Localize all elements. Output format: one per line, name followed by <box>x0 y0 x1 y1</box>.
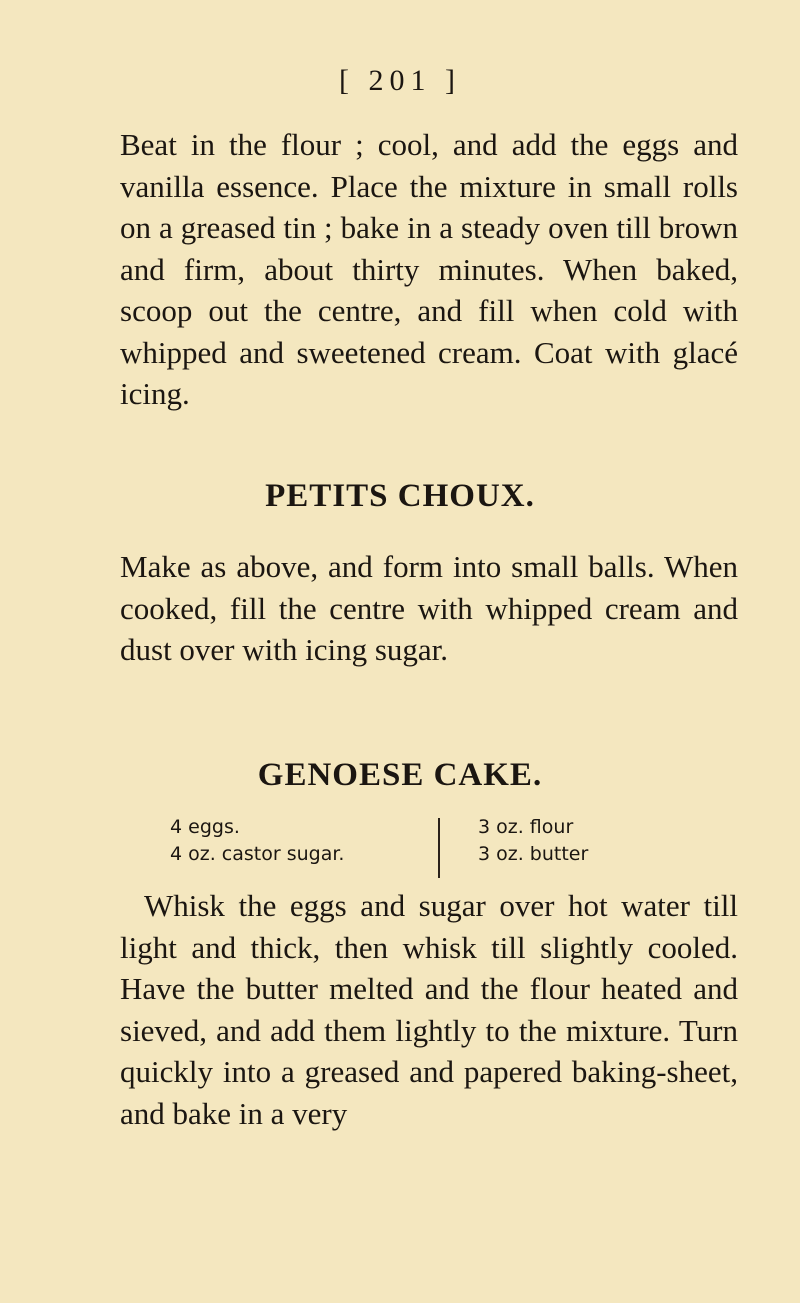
ingredients-divider <box>438 818 440 878</box>
ingredient-item: 3 oz. flour <box>478 816 574 838</box>
page-number: [ 201 ] <box>339 64 461 97</box>
ingredients-list <box>0 810 800 874</box>
ingredient-item: 4 oz. castor sugar. <box>170 843 345 865</box>
ingredient-item: 3 oz. butter <box>478 843 589 865</box>
petits-choux-paragraph: Make as above, and form into small balls. When cooked, fill the centre with whipped cream and dust over with icing sugar. <box>120 549 738 667</box>
genoese-cake-paragraph: Whisk the eggs and sugar over hot water till light and thick, then whisk till slightly cooled. Have the butter melted and the flour heated and sieved, and add them lightly to the mixture. Turn quickly into a greased and papered baking-sheet, and bake in a very <box>120 888 738 1131</box>
genoese-cake-heading: GENOESE CAKE. <box>257 757 543 793</box>
ingredient-item: 4 eggs. <box>170 816 240 838</box>
petits-choux-heading: PETITS CHOUX. <box>265 478 535 514</box>
ingredients-left-column <box>170 814 390 868</box>
ingredients-right-column <box>478 814 678 868</box>
intro-paragraph: Beat in the flour ; cool, and add the eggs and vanilla essence. Place the mixture in small rolls on a greased tin ; bake in a steady oven till brown and firm, about thirty minutes. When baked, scoop out the centre, and fill when cold with whipped and sweetened cream. Coat with glacé icing. <box>120 127 738 411</box>
